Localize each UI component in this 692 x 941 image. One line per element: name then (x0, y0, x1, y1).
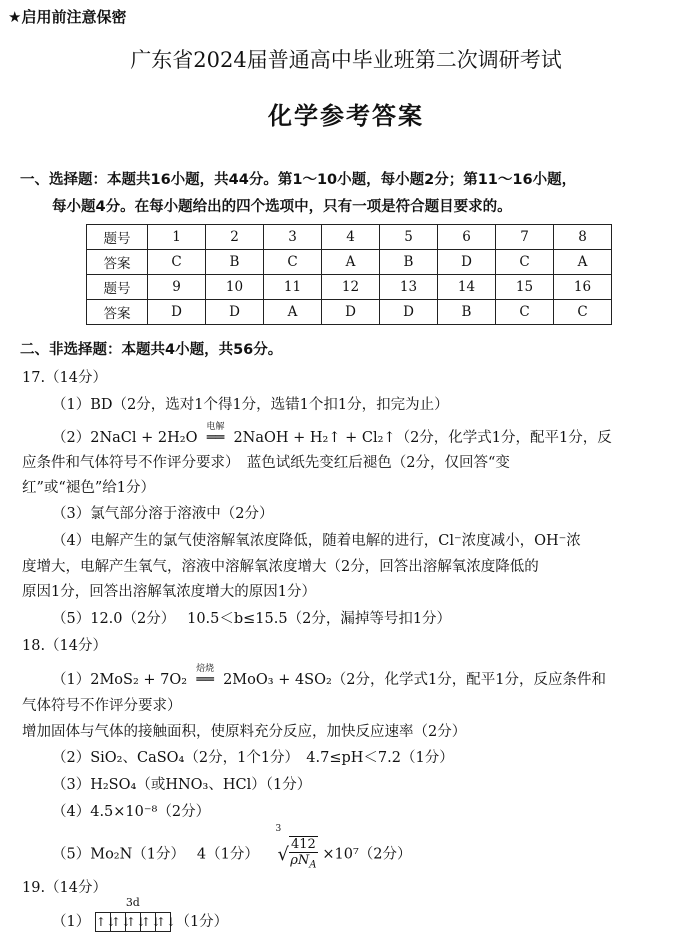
q18-answer-2: （2）SiO₂、CaSO₄（2分，1个1分） 4.7≤pH＜7.2（1分） (52, 750, 454, 766)
orbital-box: ↑↓ (110, 915, 131, 929)
table-cell: C (148, 250, 206, 275)
reaction-condition: 电解 (206, 422, 225, 432)
orbital-box: ↑↓ (140, 915, 161, 929)
orbital-label: 3d (125, 896, 140, 909)
q17-answer-3: （3）氯气部分溶于溶液中（2分） (52, 506, 274, 522)
q17-answer-1: （1）BD（2分，选对1个得1分，选错1个扣1分，扣完为止） (52, 397, 449, 413)
reaction-arrow: 焙烧 ══ (187, 672, 223, 688)
q18-answer-1-line2: 气体符号不作评分要求） (22, 698, 182, 714)
q17-answer-2-line1 (52, 422, 612, 447)
q17-answer-2-line3: 红”或“褪色”给1分） (22, 480, 155, 496)
orbital-boxes (95, 912, 176, 932)
q17-answer-4-line2: 度增大，电解产生氧气，溶液中溶解氧浓度增大（2分，回答出溶解氧浓度降低的 (22, 559, 539, 575)
table-cell: C (554, 300, 612, 325)
table-cell: 8 (554, 225, 612, 250)
q19-answer-1 (52, 896, 229, 932)
row-header-cell: 答案 (87, 250, 148, 275)
q19-answer-1-label: （1） (52, 914, 91, 930)
table-cell: B (206, 250, 264, 275)
table-cell: D (148, 300, 206, 325)
row-header-cell: 题号 (87, 225, 148, 250)
table-cell: 4 (322, 225, 380, 250)
reaction-arrow: 电解 ══ (197, 430, 233, 446)
confidential-notice: ★启用前注意保密 (8, 8, 127, 26)
table-cell: C (496, 300, 554, 325)
table-cell: A (322, 250, 380, 275)
q17-answer-4-line3: 原因1分，回答出溶解氧浓度增大的原因1分） (22, 584, 316, 600)
table-cell: D (380, 300, 438, 325)
row-header-cell: 题号 (87, 275, 148, 300)
q17-answer-5: （5）12.0（2分） 10.5＜b≤15.5（2分，漏掉等号扣1分） (52, 611, 452, 627)
q18-eq-right: 2MoO₃ + 4SO₂（2分，化学式1分，配平1分，反应条件和 (223, 672, 606, 688)
table-cell: 14 (438, 275, 496, 300)
q17-answer-4-line1: （4）电解产生的氯气使溶解氧浓度降低，随着电解的进行，Cl⁻浓度减小，OH⁻浓 (52, 533, 581, 549)
table-cell: C (496, 250, 554, 275)
radical-sign: √ (277, 843, 289, 865)
section1-heading-line1: 一、选择题：本题共16小题，共44分。第1～10小题，每小题2分；第11～16小题， (20, 172, 577, 188)
q19-label: 19.（14分） (22, 880, 108, 896)
q17-label: 17.（14分） (22, 370, 108, 386)
q18-eq-left: （1）2MoS₂ + 7O₂ (52, 672, 188, 688)
orbital-diagram (95, 896, 176, 932)
q18-answer-1-line1 (52, 664, 606, 689)
table-cell: 9 (148, 275, 206, 300)
table-cell: 15 (496, 275, 554, 300)
table-cell: 5 (380, 225, 438, 250)
root-denominator: $\rho N_A$ (290, 853, 317, 871)
orbital-box: ↑↓ (95, 915, 116, 929)
table-cell: 10 (206, 275, 264, 300)
exam-title: 广东省2024届普通高中毕业班第二次调研考试 (130, 48, 562, 72)
q18-answer-1-line3: 增加固体与气体的接触面积，使原料充分反应，加快反应速率（2分） (22, 724, 467, 740)
q18-answer-5-tail: ×10⁷（2分） (322, 846, 412, 863)
table-cell: D (206, 300, 264, 325)
choice-answer-table (86, 224, 612, 325)
q17-eq-left: （2）2NaCl + 2H₂O (52, 430, 198, 446)
table-row (87, 225, 612, 250)
root-index: 3 (275, 824, 282, 834)
cube-root-expression (275, 824, 317, 873)
orbital-box: ↑↓ (125, 915, 146, 929)
table-cell: 11 (264, 275, 322, 300)
q17-eq-right: 2NaOH + H₂↑ + Cl₂↑（2分，化学式1分，配平1分，反 (233, 430, 612, 446)
row-header-cell: 答案 (87, 300, 148, 325)
table-cell: 2 (206, 225, 264, 250)
q19-answer-1-score: （1分） (175, 914, 229, 930)
table-cell: 6 (438, 225, 496, 250)
table-row (87, 300, 612, 325)
q18-answer-5-text: （5）Mo₂N（1分） 4（1分） (52, 846, 259, 863)
q18-answer-3: （3）H₂SO₄（或HNO₃、HCl）（1分） (52, 777, 312, 793)
table-cell: 16 (554, 275, 612, 300)
table-cell: 1 (148, 225, 206, 250)
table-row (87, 275, 612, 300)
q18-label: 18.（14分） (22, 638, 108, 654)
section1-heading-line2: 每小题4分。在每小题给出的四个选项中，只有一项是符合题目要求的。 (52, 199, 512, 215)
table-cell: 13 (380, 275, 438, 300)
q17-answer-2-line2: 应条件和气体符号不作评分要求） 蓝色试纸先变红后褪色（2分，仅回答“变 (22, 455, 510, 471)
answer-key-title: 化学参考答案 (268, 102, 424, 130)
orbital-box: ↑↓ (155, 915, 176, 929)
table-row (87, 250, 612, 275)
root-numerator: 412 (290, 837, 316, 852)
table-cell: D (438, 250, 496, 275)
reaction-condition: 焙烧 (196, 664, 215, 674)
table-cell: B (380, 250, 438, 275)
table-cell: A (554, 250, 612, 275)
table-cell: D (322, 300, 380, 325)
table-cell: B (438, 300, 496, 325)
table-cell: A (264, 300, 322, 325)
section2-heading: 二、非选择题：本题共4小题，共56分。 (20, 342, 283, 358)
table-cell: 12 (322, 275, 380, 300)
q18-answer-5 (52, 824, 412, 873)
table-cell: 3 (264, 225, 322, 250)
table-cell: C (264, 250, 322, 275)
table-cell: 7 (496, 225, 554, 250)
q18-answer-4: （4）4.5×10⁻⁸（2分） (52, 804, 211, 820)
